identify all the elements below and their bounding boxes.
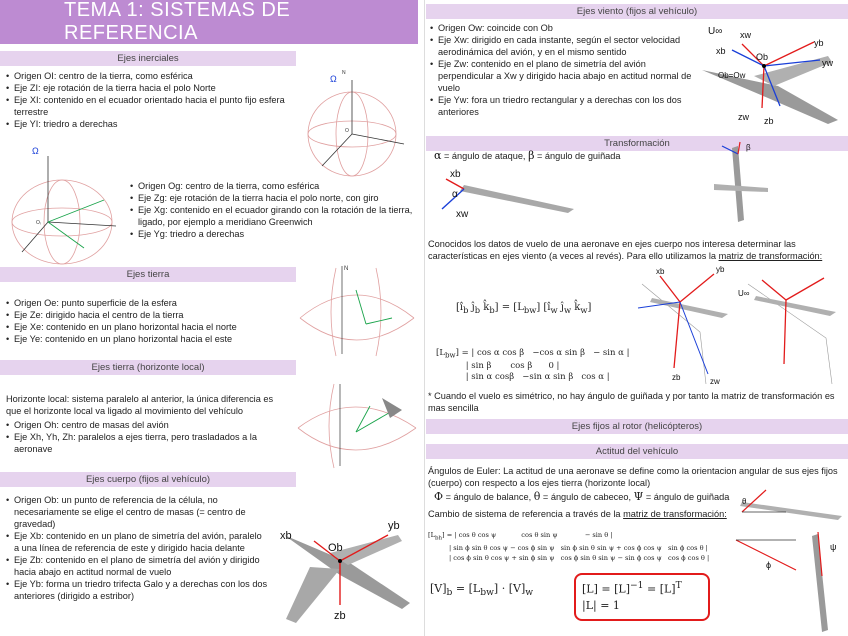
list-item: • Origen Og: centro de la tierra, como esférica <box>130 180 424 192</box>
svg-text:β: β <box>746 143 751 152</box>
symmetric-flight-note: * Cuando el vuelo es simétrico, no hay ángulo de guiñada y por tanto la matriz de transformación es mas sencilla <box>428 391 835 413</box>
transform-matrix-link: matriz de transformación: <box>718 251 823 261</box>
alpha-label: = ángulo de ataque, <box>444 151 526 161</box>
svg-text:zb: zb <box>764 116 774 126</box>
orthogonality-equations: $[L] = [L]^{-1} = [L]^T$ |L| = 1 <box>582 580 682 612</box>
list-item: • Origen Oh: centro de masas del avión <box>6 419 288 431</box>
list-item: • Eje Xb: contenido en un plano de simetría del avión, paralelo a una línea de referencia de este y dirigido hacia delante <box>6 530 268 554</box>
viento-list <box>430 22 698 118</box>
transform-aircraft-diagrams <box>636 262 848 386</box>
tierra-list <box>6 297 296 345</box>
svg-text:xw: xw <box>740 30 751 40</box>
list-item: • Eje Xe: contenido en un plano horizontal hacia el norte <box>6 321 296 333</box>
horizonte-list <box>6 419 288 455</box>
list-item: • Eje Xg: contenido en el ecuador girando con la rotación de la tierra, ligado, por ejemplo a meridiano Greenwich <box>130 204 424 228</box>
list-item: • Origen Ob: un punto de referencia de la célula, no necesariamente se elige el centro de masas (= centro de gravedad) <box>6 494 268 530</box>
inertial-globe-diagram <box>300 62 420 180</box>
column-divider <box>424 0 425 636</box>
svg-text:yb: yb <box>716 265 725 274</box>
list-item: • Eje Yw: fora un triedro rectangular y a derechas con los dos anteriores <box>430 94 698 118</box>
attack-angle-diagram <box>434 165 584 225</box>
section-header-horizonte: Ejes tierra (horizonte local) <box>0 360 296 375</box>
rotating-globe-diagram <box>4 140 128 264</box>
svg-text:Ob: Ob <box>328 542 343 554</box>
svg-text:yb: yb <box>388 520 400 532</box>
list-item: • Origen Ow: coincide con Ob <box>430 22 698 34</box>
list-item: • Eje Zw: contenido en el plano de simetría del avión perpendicular a Xw y dirigido hacia abajo en actitud normal de vuelo <box>430 58 698 94</box>
svg-text:xb: xb <box>656 267 665 276</box>
section-header-actitud: Actitud del vehículo <box>426 444 848 459</box>
earth-axes-diagram <box>296 262 420 358</box>
svg-text:zb: zb <box>672 373 681 382</box>
velocity-transform-equation: $[V]_b = [L_{bw}] \cdot [V]_w$ <box>430 582 534 599</box>
svg-text:ϕ: ϕ <box>766 560 772 570</box>
svg-text:zw: zw <box>710 377 720 386</box>
svg-text:yb: yb <box>814 38 824 48</box>
list-item: • Eje XI: contenido en el ecuador orientado hacia el punto fijo esfera terrestre <box>6 94 304 118</box>
local-horizon-diagram <box>294 382 420 468</box>
section-header-tierra: Ejes tierra <box>0 267 296 282</box>
section-header-transformacion: Transformación <box>426 136 848 151</box>
list-item: • Eje Zb: contenido en el plano de simetría del avión y dirigido hacia abajo en actitud normal de vuelo <box>6 554 268 578</box>
transform-text: Conocidos los datos de vuelo de una aeronave en ejes cuerpo nos interesa determinar las características en ejes viento (a veces al revés). Para ello utilizamos la matriz de transformación: <box>428 239 823 261</box>
list-item: • Eje Xh, Yh, Zh: paralelos a ejes tierra, pero trasladados a la aeronave <box>6 431 288 455</box>
inerciales-list <box>6 70 304 130</box>
list-item: • Eje ZI: eje rotación de la tierra hacia el polo Norte <box>6 82 304 94</box>
euler-angles-aircraft-diagram <box>726 480 848 634</box>
svg-text:α: α <box>452 189 458 200</box>
svg-text:zb: zb <box>334 610 346 622</box>
svg-text:U∞: U∞ <box>708 26 723 37</box>
list-item: • Origen OI: centro de la tierra, como esférica <box>6 70 304 82</box>
svg-text:θ: θ <box>742 497 747 506</box>
sideslip-angle-diagram <box>708 140 778 228</box>
svg-text:Ω: Ω <box>32 146 39 156</box>
body-axes-aircraft-diagram <box>270 505 420 633</box>
svg-text:U∞: U∞ <box>738 289 750 298</box>
rotating-axes-list <box>130 180 424 240</box>
page-title: TEMA 1: SISTEMAS DE REFERENCIA <box>0 0 418 44</box>
section-header-viento: Ejes viento (fijos al vehículo) <box>426 4 848 19</box>
horizonte-intro: Horizonte local: sistema paralelo al anterior, la única diferencia es que el horizonte local va ligado al movimiento del vehículo <box>6 394 274 416</box>
cambio-text: Cambio de sistema de referencia a través de la matriz de transformación: <box>428 509 727 519</box>
list-item: • Eje YI: triedro a derechas <box>6 118 304 130</box>
list-item: • Eje Ye: contenido en un plano horizontal hacia el este <box>6 333 296 345</box>
euler-angles-text: Ángulos de Euler: La actitud de una aeronave se define como la orientacion angular de sus ejes fijos (cuerpo) con respecto a los ejes tierra (horizonte local) <box>428 466 838 488</box>
svg-text:xb: xb <box>450 169 461 180</box>
svg-text:Ob: Ob <box>756 52 769 62</box>
euler-matrix-link: matriz de transformación: <box>623 509 727 519</box>
list-item: • Eje Yb: forma un triedro trifecta Galo y a derechas con los dos anteriores (dirigido a estribor) <box>6 578 268 602</box>
vector-transform-equation: [$î_b$ $ĵ_b$ $k̂_b] = [L_{bw}]$ [$î_w$ $ĵ_w$ $k̂_w$] <box>456 302 592 315</box>
svg-text:zw: zw <box>738 112 749 122</box>
svg-text:yw: yw <box>822 58 833 68</box>
list-item: • Eje Yg: triedro a derechas <box>130 228 424 240</box>
euler-angles-defs: Φ = ángulo de balance, θ = ángulo de cabeceo, Ψ = ángulo de guiñada <box>434 490 730 503</box>
lbw-matrix: $[L_{bw}]$ = | cos α cos β −cos α sin β − sin α | | sin β cos β 0 | | sin α cosβ −sin α sin β cos α | <box>436 348 630 382</box>
svg-text:N: N <box>344 266 349 272</box>
svg-text:Ω: Ω <box>330 74 337 84</box>
svg-text:O: O <box>345 128 349 134</box>
wind-axes-aircraft-diagram <box>698 20 848 132</box>
list-item: • Origen Oe: punto superficie de la esfera <box>6 297 296 309</box>
section-header-rotor: Ejes fijos al rotor (helicópteros) <box>426 419 848 434</box>
list-item: • Eje Xw: dirigido en cada instante, según el sector velocidad aerodinámica del avión, y en el mismo sentido <box>430 34 698 58</box>
transform-angles: α = ángulo de ataque, β = ángulo de guiñada <box>434 149 621 162</box>
svg-text:Ob=Ow: Ob=Ow <box>718 71 746 80</box>
svg-text:N: N <box>342 70 346 76</box>
list-item: • Eje Zg: eje rotación de la tierra hacia el polo norte, con giro <box>130 192 424 204</box>
section-header-cuerpo: Ejes cuerpo (fijos al vehículo) <box>0 472 296 487</box>
right-column <box>426 0 848 636</box>
svg-text:Oᵢ: Oᵢ <box>36 220 41 226</box>
cuerpo-list <box>6 494 268 602</box>
list-item: • Eje Ze: dirigido hacia el centro de la tierra <box>6 309 296 321</box>
svg-text:xb: xb <box>280 530 292 542</box>
svg-text:xb: xb <box>716 46 726 56</box>
svg-text:xw: xw <box>456 209 469 220</box>
section-header-inerciales: Ejes inerciales <box>0 51 296 66</box>
beta-label: = ángulo de guiñada <box>536 151 621 161</box>
lbh-matrix: $[L_{bh}]$ = | cos θ cos ψ cos θ sin ψ − sin θ | | sin ϕ sin θ cos ψ − cos ϕ sin ψ sin ϕ sin θ sin ψ + cos ϕ cos ψ sin ϕ cos θ | | cos ϕ sin θ cos ψ + sin ϕ sin ψ cos ϕ sin θ sin ψ − sin ϕ cos ψ cos ϕ cos θ | <box>428 531 710 563</box>
svg-text:ψ: ψ <box>830 542 837 552</box>
